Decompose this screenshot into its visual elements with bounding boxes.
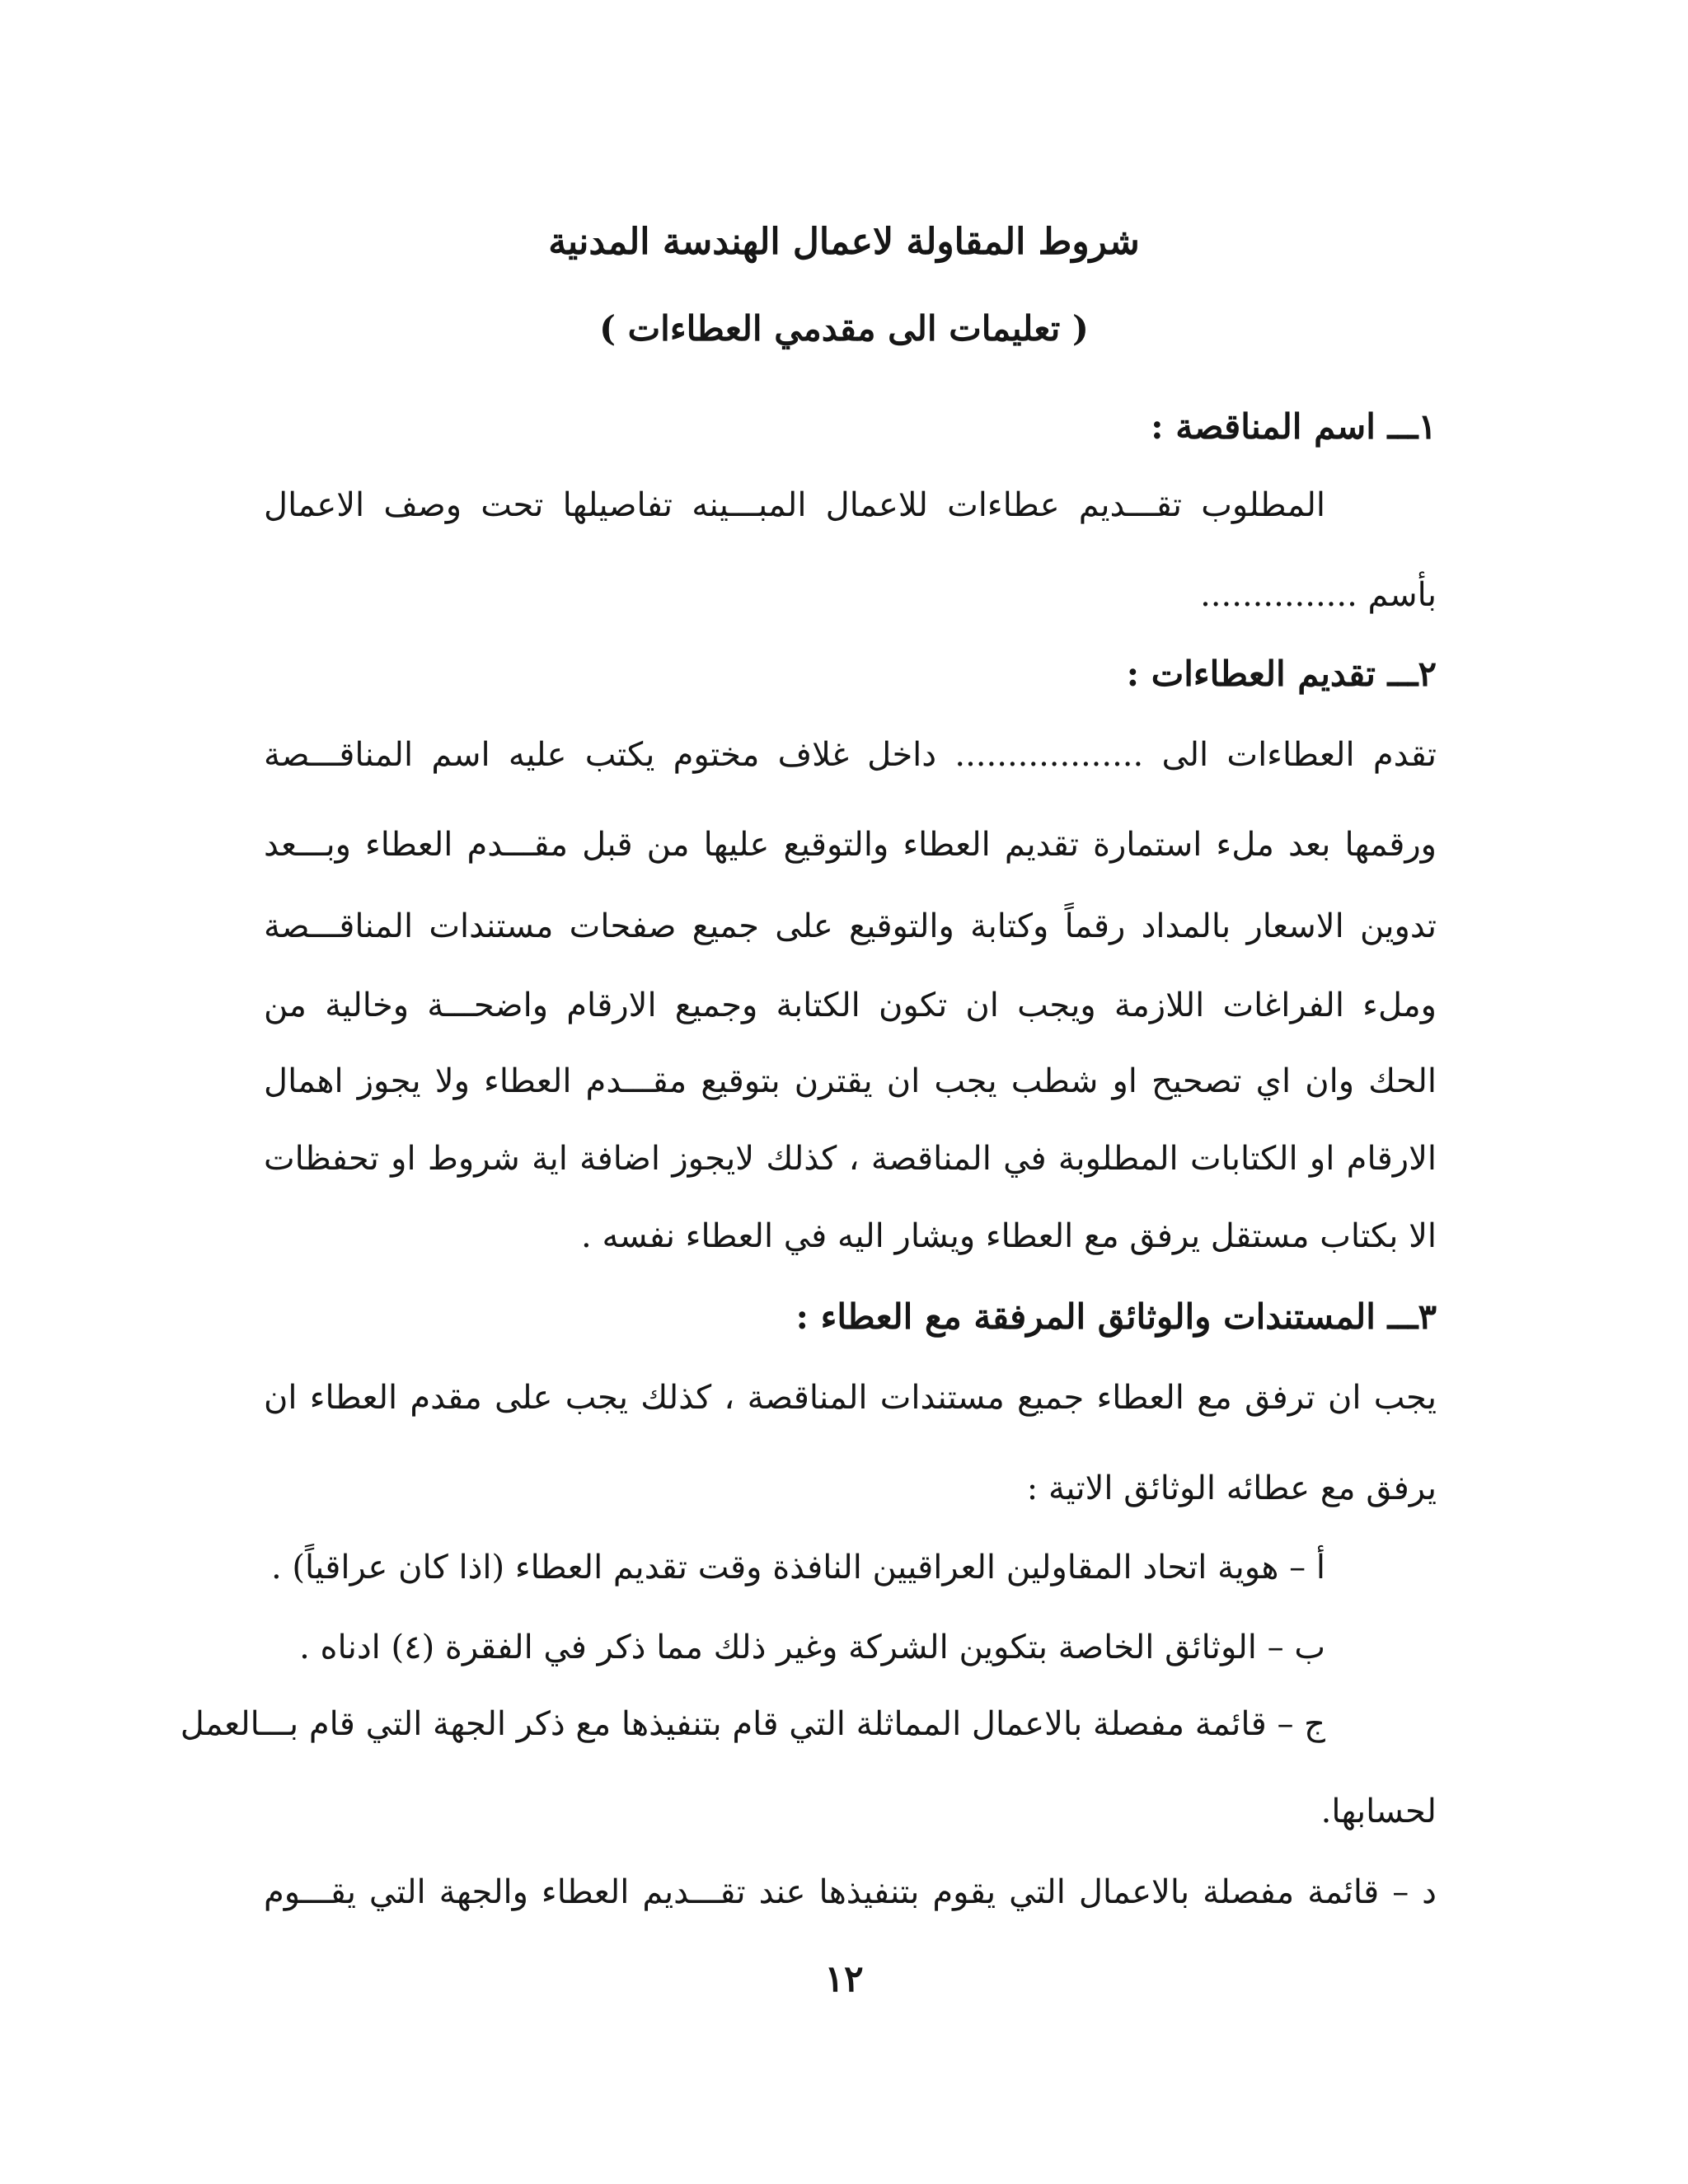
section-1-line-1: المطلوب تقـــديم عطاءات للاعمال المبـــينه تفاصيلها تحت وصف الاعمال — [264, 486, 1325, 524]
document-title: شروط المقاولة لاعمال الهندسة المدنية — [548, 221, 1140, 263]
page-number: ١٢ — [824, 1958, 864, 2000]
section-3-item-b: ب – الوثائق الخاصة بتكوين الشركة وغير ذلك مما ذكر في الفقرة (٤) ادناه . — [299, 1629, 1325, 1666]
section-2-heading: ٢ـــ تقديم العطاءات : — [1126, 654, 1437, 694]
section-1-heading: ١ـــ اسم المناقصة : — [1151, 406, 1437, 447]
section-3-item-d: د – قائمة مفصلة بالاعمال التي يقوم بتنفيذها عند تقـــديم العطاء والجهة التي يقـــوم — [264, 1873, 1437, 1911]
section-3-line-1: يجب ان ترفق مع العطاء جميع مستندات المناقصة ، كذلك يجب على مقدم العطاء ان — [264, 1379, 1437, 1417]
section-2-line-5: الحك وان اي تصحيح او شطب يجب ان يقترن بتوقيع مقـــدم العطاء ولا يجوز اهمال — [264, 1062, 1437, 1100]
section-1-line-2: بأسم ............... — [1200, 576, 1437, 614]
section-2-line-4: وملء الفراغات اللازمة ويجب ان تكون الكتابة وجميع الارقام واضحـــة وخالية من — [264, 987, 1437, 1024]
section-3-item-c-cont: لحسابها. — [1320, 1793, 1437, 1830]
section-3-item-a: أ – هوية اتحاد المقاولين العراقيين النافذة وقت تقديم العطاء (اذا كان عراقياً) . — [270, 1549, 1325, 1586]
section-2-line-2: ورقمها بعد ملء استمارة تقديم العطاء والتوقيع عليها من قبل مقـــدم العطاء وبـــعد — [264, 826, 1437, 864]
section-2-line-6: الارقام او الكتابات المطلوبة في المناقصة ، كذلك لايجوز اضافة اية شروط او تحفظات — [264, 1140, 1437, 1178]
section-3-heading: ٣ـــ المستندات والوثائق المرفقة مع العطاء : — [795, 1296, 1437, 1337]
document-subtitle: ( تعليمات الى مقدمي العطاءات ) — [599, 308, 1089, 349]
section-2-line-3: تدوين الاسعار بالمداد رقماً وكتابة والتوقيع على جميع صفحات مستندات المناقـــصة — [264, 907, 1437, 945]
section-2-line-7: الا بكتاب مستقل يرفق مع العطاء ويشار اليه في العطاء نفسه . — [581, 1217, 1437, 1255]
section-2-line-1: تقدم العطاءات الى .................. داخل غلاف مختوم يكتب عليه اسم المناقـــصة — [264, 736, 1437, 774]
section-3-line-2: يرفق مع عطائه الوثائق الاتية : — [1026, 1469, 1437, 1507]
section-3-item-c: ج – قائمة مفصلة بالاعمال المماثلة التي قام بتنفيذها مع ذكر الجهة التي قام بـــالعمل — [180, 1705, 1325, 1743]
